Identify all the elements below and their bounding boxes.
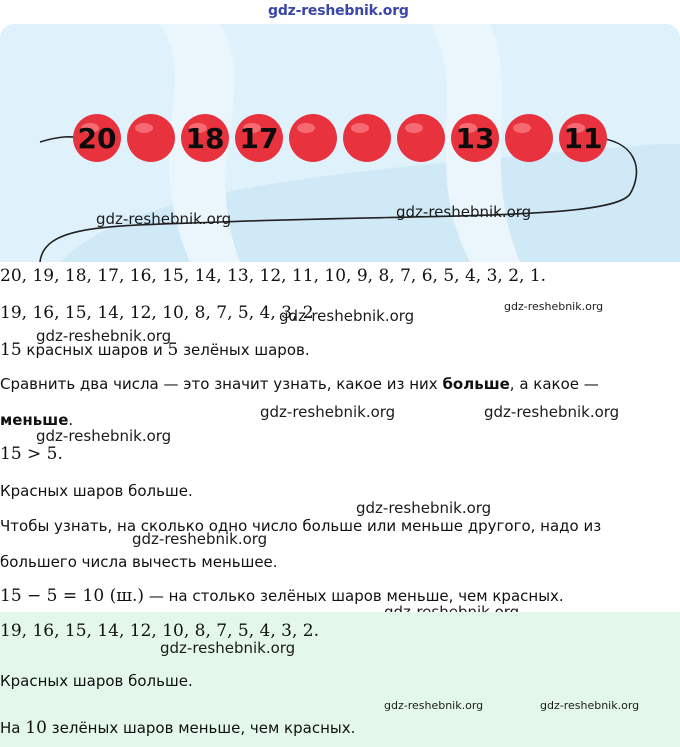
bead: [289, 114, 337, 162]
subtract-rule-line-1: Чтобы узнать, на сколько одно число больше или меньше другого, надо из: [0, 517, 602, 535]
bead-circle: [127, 114, 175, 162]
calculation-unit: (ш.): [104, 586, 145, 606]
subtract-rule-line-2: большего числа вычесть меньшее.: [0, 553, 278, 571]
bead-number: 20: [77, 122, 117, 155]
watermark-text: gdz-reshebnik.org: [260, 403, 396, 421]
watermark-text: gdz-reshebnik.org: [160, 639, 296, 657]
bead: [451, 114, 499, 162]
watermark-text: gdz-reshebnik.org: [504, 300, 604, 313]
answer-less-number: 10: [25, 718, 47, 738]
bead-number: 17: [239, 122, 279, 155]
bold-less: меньше: [0, 411, 69, 429]
bead: [127, 114, 175, 162]
watermark-text: gdz-reshebnik.org: [132, 530, 268, 548]
beads-group: [73, 114, 607, 162]
answer-red-more: Красных шаров больше.: [0, 672, 193, 690]
bead-number: 18: [185, 122, 225, 155]
sequence-red: 19, 16, 15, 14, 12, 10, 8, 7, 5, 4, 3, 2: [0, 303, 314, 323]
count-red-text: красных шаров и: [21, 341, 168, 359]
bead-highlight: [297, 123, 315, 133]
bead: [397, 114, 445, 162]
bead: [505, 114, 553, 162]
bead-circle: [343, 114, 391, 162]
calculation-explanation: — на столько зелёных шаров меньше, чем красных.: [144, 587, 564, 605]
bead-highlight: [405, 123, 423, 133]
bead: [559, 114, 607, 162]
watermark-text: gdz-reshebnik.org: [384, 699, 484, 712]
bead: [343, 114, 391, 162]
watermark-text: gdz-reshebnik.org: [36, 427, 172, 445]
watermark-text: gdz-reshebnik.org: [484, 403, 620, 421]
compare-text-2: , а какое —: [509, 375, 599, 393]
bead-number: 13: [455, 122, 495, 155]
answer-less-line: [0, 718, 355, 738]
watermark-text: gdz-reshebnik.org: [279, 307, 415, 325]
balls-count-line: [0, 340, 310, 360]
bead: [73, 114, 121, 162]
bead-highlight: [513, 123, 531, 133]
bead-highlight: [351, 123, 369, 133]
count-red-number: 15: [0, 340, 22, 360]
watermark-top: gdz-reshebnik.org: [268, 3, 409, 19]
bead-circle: [397, 114, 445, 162]
watermark-text: gdz-reshebnik.org: [396, 203, 532, 221]
watermark-text: gdz-reshebnik.org: [36, 327, 172, 345]
compare-text-3: .: [68, 411, 74, 429]
count-green-number: 5: [167, 340, 179, 360]
bead: [181, 114, 229, 162]
bead-circle: [505, 114, 553, 162]
answer-less-text-2: зелёных шаров меньше, чем красных.: [46, 719, 356, 737]
compare-rule-line-1: [0, 375, 599, 393]
compare-text-1: Сравнить два числа — это значит узнать, какое из них: [0, 375, 443, 393]
red-more-statement: Красных шаров больше.: [0, 482, 193, 500]
sequence-full: 20, 19, 18, 17, 16, 15, 14, 13, 12, 11, 10, 9, 8, 7, 6, 5, 4, 3, 2, 1.: [0, 266, 547, 286]
watermark-text: gdz-reshebnik.org: [356, 499, 492, 517]
watermark-text: gdz-reshebnik.org: [96, 210, 232, 228]
bead-circle: [289, 114, 337, 162]
count-green-text: зелёных шаров.: [178, 341, 310, 359]
watermark-text: gdz-reshebnik.org: [540, 699, 640, 712]
bold-more: больше: [442, 375, 510, 393]
inequality: 15 > 5.: [0, 444, 63, 464]
bead: [235, 114, 283, 162]
answer-sequence: 19, 16, 15, 14, 12, 10, 8, 7, 5, 4, 3, 2.: [0, 621, 319, 641]
bead-number: 11: [563, 122, 603, 155]
calculation-expression: 15 − 5 = 10: [0, 586, 105, 606]
answer-less-text-1: На: [0, 719, 26, 737]
bead-highlight: [135, 123, 153, 133]
